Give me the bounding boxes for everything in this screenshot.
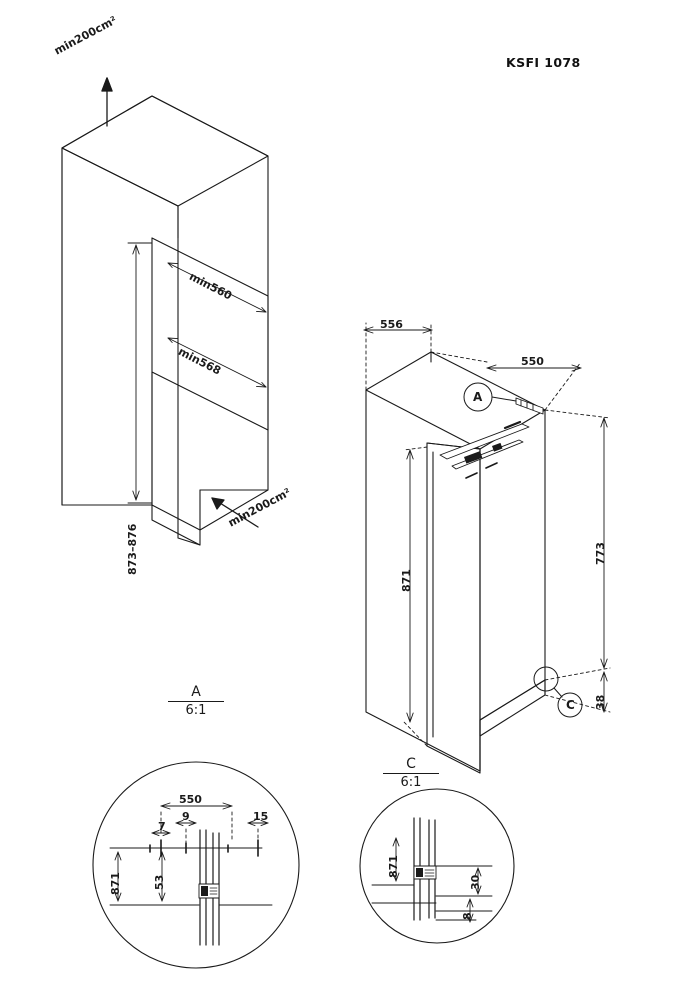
callout-a-circle — [464, 383, 516, 411]
label-callout-a: A — [473, 390, 483, 404]
depth-556-dimension — [364, 323, 432, 390]
label-bottom-ventilation: min200cm² — [226, 485, 293, 530]
appliance-outline — [366, 352, 545, 773]
label-niche-height: 873–876 — [126, 523, 139, 575]
label-niche-width: min568 — [176, 345, 224, 378]
label-door-height: 871 — [400, 569, 413, 592]
detail-c-scale: 6:1 — [400, 775, 422, 790]
detail-c-letter: C — [406, 756, 416, 772]
detail-a-label-53: 53 — [153, 874, 166, 890]
label-callout-c: C — [566, 698, 575, 712]
niche-height-dimension — [128, 243, 152, 503]
detail-c-view — [360, 789, 514, 943]
detail-c-label-8: 8 — [461, 912, 474, 920]
detail-c-title — [383, 757, 439, 790]
hinge-top — [516, 398, 543, 414]
label-top-ventilation: min200cm² — [52, 13, 119, 58]
top-vent-arrow — [102, 78, 112, 126]
label-plinth-height: 38 — [594, 694, 607, 710]
detail-c-rule — [383, 773, 439, 774]
door-height-871-dimension — [404, 447, 427, 746]
detail-a-label-550: 550 — [179, 793, 202, 806]
detail-a-rule — [168, 701, 224, 702]
detail-a-label-9: 9 — [182, 810, 190, 823]
detail-a-scale: 6:1 — [185, 703, 207, 718]
label-appliance-width: 550 — [521, 355, 544, 368]
width-550-dimension — [431, 352, 581, 410]
niche-outline — [62, 96, 268, 545]
detail-a-letter: A — [191, 684, 201, 700]
label-body-height: 773 — [594, 542, 607, 565]
detail-a-label-15: 15 — [253, 810, 269, 823]
model-label: KSFI 1078 — [506, 55, 581, 70]
detail-a-label-871: 871 — [109, 872, 122, 895]
detail-a-title — [168, 685, 224, 718]
detail-c-label-30: 30 — [469, 874, 482, 890]
label-appliance-depth: 556 — [380, 318, 403, 331]
control-panel — [440, 422, 529, 478]
label-niche-depth: min560 — [187, 270, 235, 303]
detail-a-label-7: 7 — [158, 820, 166, 833]
detail-c-label-871: 871 — [387, 855, 400, 878]
